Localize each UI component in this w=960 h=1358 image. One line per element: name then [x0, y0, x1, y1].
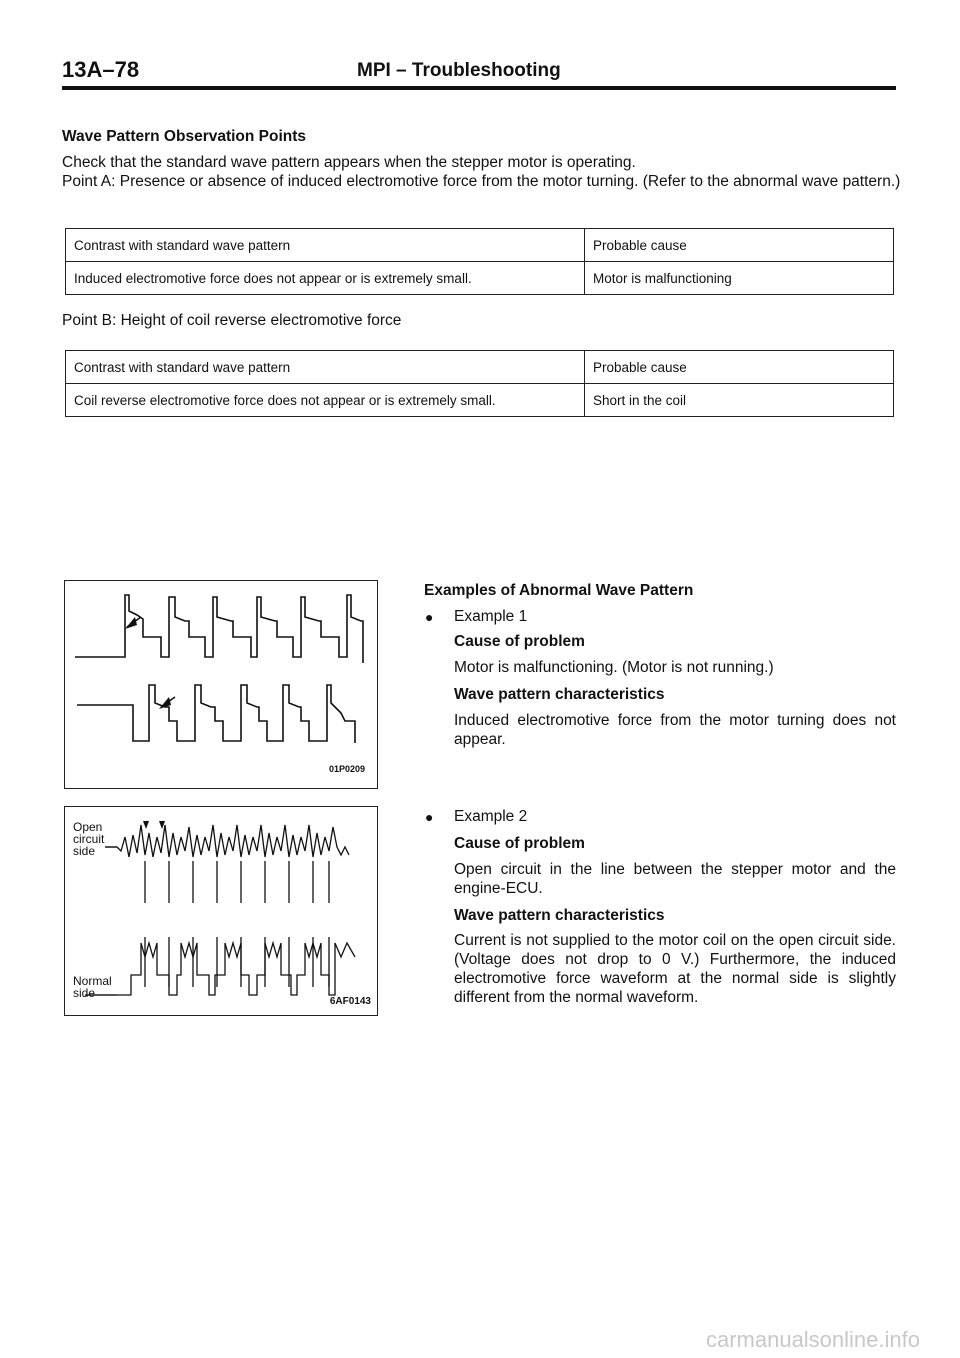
example-2-cause-text: Open circuit in the line between the stepper motor and the engine-ECU.: [454, 861, 896, 897]
examples-heading: Examples of Abnormal Wave Pattern: [424, 582, 694, 599]
example-2-wave-text: Current is not supplied to the motor coil on the open circuit side. (Voltage does not drop to 0 V.) Furthermore, the induced electromotive force waveform at the normal side is slightly different from the normal waveform.: [454, 932, 896, 1006]
example-2-title: Example 2: [454, 808, 528, 825]
example-1-wave-text: Induced electromotive force from the motor turning does not appear.: [454, 712, 896, 748]
table-row: [66, 262, 894, 295]
header-rule: [62, 86, 896, 90]
page-number: 13A–78: [62, 57, 140, 82]
table-header-contrast: Contrast with standard wave pattern: [66, 351, 585, 384]
example-1-wave-heading: Wave pattern characteristics: [454, 686, 665, 703]
figure-code: 6AF0143: [329, 996, 371, 1007]
table-header-cause: Probable cause: [585, 229, 894, 262]
table-point-a: [65, 228, 894, 295]
table-header-contrast: Contrast with standard wave pattern: [66, 229, 585, 262]
example-2-wave-heading: Wave pattern characteristics: [454, 907, 665, 924]
page-title: MPI – Troubleshooting: [357, 60, 561, 81]
waveform-diagram-1: [65, 581, 377, 788]
table-cell-contrast: Coil reverse electromotive force does not appear or is extremely small.: [66, 384, 585, 417]
table-point-b: [65, 350, 894, 417]
figure-code: 01P0209: [328, 764, 365, 774]
figure-example-1: [64, 580, 378, 789]
example-1-cause-text: Motor is malfunctioning. (Motor is not running.): [454, 659, 774, 676]
intro-line: Check that the standard wave pattern appears when the stepper motor is operating.: [62, 154, 636, 171]
bullet-icon: ●: [425, 809, 434, 825]
figure-example-2: [64, 806, 378, 1016]
table-row: [66, 384, 894, 417]
section-heading: Wave Pattern Observation Points: [62, 128, 307, 145]
table-header-row: [66, 351, 894, 384]
table-cell-cause: Motor is malfunctioning: [585, 262, 894, 295]
watermark: carmanualsonline.info: [705, 1327, 920, 1352]
table-header-row: [66, 229, 894, 262]
example-2-cause-heading: Cause of problem: [454, 835, 585, 852]
normal-side-label: Normal side: [73, 974, 112, 1000]
table-header-cause: Probable cause: [585, 351, 894, 384]
point-b-text: Point B: Height of coil reverse electromotive force: [62, 312, 402, 329]
table-cell-contrast: Induced electromotive force does not appear or is extremely small.: [66, 262, 585, 295]
example-1-cause-heading: Cause of problem: [454, 633, 585, 650]
open-circuit-label: Open circuit side: [73, 820, 105, 858]
bullet-icon: ●: [425, 609, 434, 625]
table-cell-cause: Short in the coil: [585, 384, 894, 417]
point-a-text: Point A: Presence or absence of induced electromotive force from the motor turning. (Refer to the abnormal wave pattern.): [62, 173, 901, 190]
example-1-title: Example 1: [454, 608, 528, 625]
